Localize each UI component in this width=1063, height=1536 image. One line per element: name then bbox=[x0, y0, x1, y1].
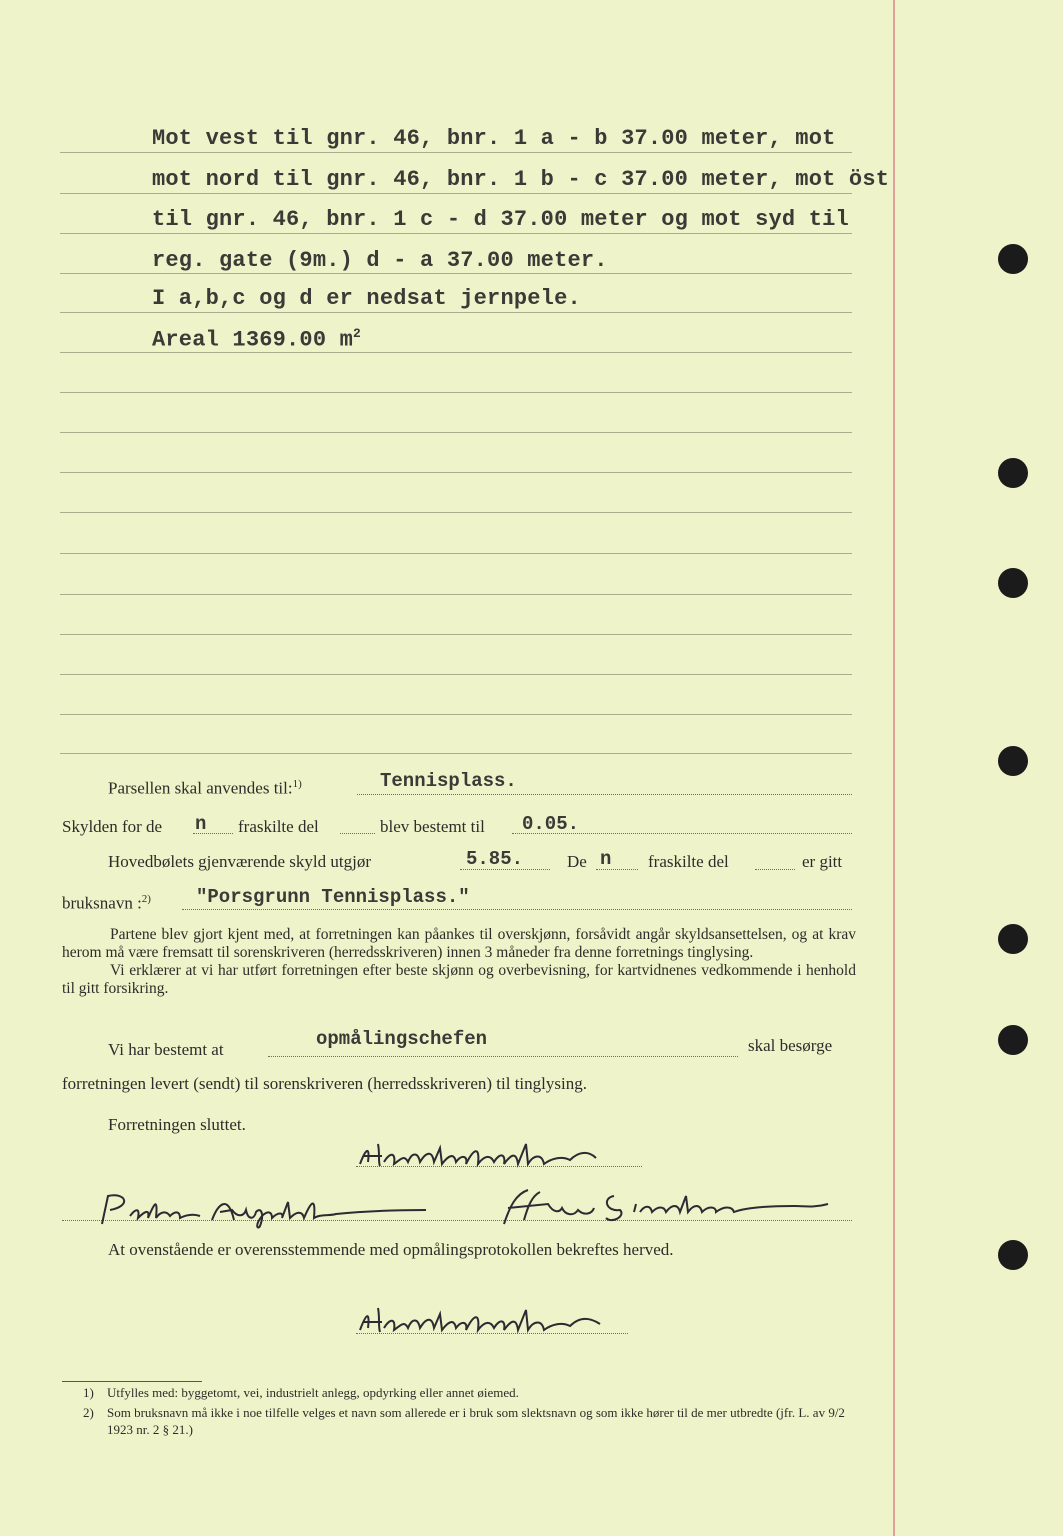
signature-scrawl bbox=[356, 1138, 606, 1172]
description-line: I a,b,c og d er nedsat jernpele. bbox=[152, 286, 581, 311]
ruled-line bbox=[60, 233, 852, 234]
closing-text: Forretningen sluttet. bbox=[108, 1115, 246, 1134]
punch-hole bbox=[998, 244, 1028, 274]
ruled-line bbox=[60, 273, 852, 274]
ruled-line bbox=[60, 594, 852, 595]
footnote-1 bbox=[83, 1384, 859, 1401]
punch-hole bbox=[998, 568, 1028, 598]
use-field-line bbox=[357, 794, 852, 795]
area-text: Areal 1369.00 m bbox=[152, 327, 354, 353]
ruled-line bbox=[60, 392, 852, 393]
footnote-rule bbox=[62, 1381, 202, 1382]
punch-hole bbox=[998, 458, 1028, 488]
delivery-line-2: forretningen levert (sendt) til sorenskriveren (herredsskriveren) til tinglysing. bbox=[62, 1074, 587, 1093]
remaining-label-3: fraskilte del bbox=[648, 852, 729, 871]
punch-hole bbox=[998, 1025, 1028, 1055]
footnote-2 bbox=[83, 1404, 859, 1438]
use-label bbox=[108, 778, 302, 799]
punch-hole bbox=[998, 1240, 1028, 1270]
signature-peder-augestad bbox=[96, 1190, 436, 1230]
remaining-label-4: er gitt bbox=[802, 852, 843, 871]
name-value: "Porsgrunn Tennisplass." bbox=[196, 886, 470, 908]
remaining-n: n bbox=[600, 848, 612, 870]
use-label-text: Parsellen skal anvendes til: bbox=[108, 778, 293, 798]
area-superscript: 2 bbox=[353, 326, 362, 341]
ruled-line bbox=[60, 674, 852, 675]
punch-hole bbox=[998, 746, 1028, 776]
ruled-line bbox=[60, 152, 852, 153]
tax-value: 0.05. bbox=[522, 813, 580, 835]
use-value: Tennisplass. bbox=[380, 770, 517, 792]
delivery-value: opmålingschefen bbox=[316, 1028, 488, 1050]
ruled-line bbox=[60, 193, 852, 194]
remaining-gap-line bbox=[755, 869, 795, 870]
remaining-value: 5.85. bbox=[466, 848, 524, 870]
tax-label-1: Skylden for de bbox=[62, 817, 163, 836]
ruled-line bbox=[60, 553, 852, 554]
tax-n: n bbox=[195, 813, 207, 835]
tax-n-line bbox=[193, 833, 233, 834]
delivery-label-2: skal besørge bbox=[748, 1036, 833, 1055]
declaration-text: Vi erklærer at vi har utført forretningen efter beste skjønn og overbevisning, for kartvidnenes vedkommende i henhold til gitt forsikring. bbox=[62, 962, 856, 997]
ruled-line bbox=[60, 634, 852, 635]
certification-signature-scrawl bbox=[356, 1300, 616, 1338]
footnote-2-text: Som bruksnavn må ikke i noe tilfelle velges et navn som allerede er i bruk som slektsnavn og som ikke hører til de mer utbredte (jfr. L. av 9/2 1923 nr. 2 § 21.) bbox=[107, 1405, 845, 1437]
description-line: Mot vest til gnr. 46, bnr. 1 a - b 37.00 meter, mot bbox=[152, 126, 836, 151]
appeal-paragraph bbox=[62, 926, 856, 998]
description-line: mot nord til gnr. 46, bnr. 1 b - c 37.00 meter, mot öst bbox=[152, 167, 890, 192]
name-label-text: bruksnavn : bbox=[62, 893, 142, 913]
ruled-line bbox=[60, 753, 852, 754]
footnote-1-mark: 1) bbox=[83, 1385, 94, 1400]
ruled-line bbox=[60, 432, 852, 433]
remaining-n-line bbox=[596, 869, 638, 870]
ruled-line bbox=[60, 312, 852, 313]
certification-text: At ovenstående er overensstemmende med opmålingsprotokollen bekreftes herved. bbox=[108, 1240, 674, 1259]
name-field-line bbox=[182, 909, 852, 910]
margin-rule bbox=[893, 0, 895, 1536]
appeal-text: Partene blev gjort kjent med, at forretningen kan påankes til overskjønn, forsåvidt angår skyldsansettelsen, og at krav herom må være fremsatt til sorenskriveren (herredsskriveren) innen 3 måneder fra denne forretnings tinglysing. bbox=[62, 926, 856, 961]
remaining-label: Hovedbølets gjenværende skyld utgjør bbox=[108, 852, 371, 871]
description-line: reg. gate (9m.) d - a 37.00 meter. bbox=[152, 248, 608, 273]
area-line bbox=[152, 326, 361, 352]
delivery-field-line bbox=[268, 1056, 738, 1057]
punch-hole bbox=[998, 924, 1028, 954]
signature-hans-sivertsen bbox=[494, 1186, 834, 1230]
ruled-line bbox=[60, 512, 852, 513]
tax-label-2: fraskilte del bbox=[238, 817, 319, 836]
ruled-line bbox=[60, 714, 852, 715]
footnote-1-text: Utfylles med: byggetomt, vei, industrielt anlegg, opdyrking eller annet øiemed. bbox=[107, 1385, 519, 1400]
ruled-line bbox=[60, 472, 852, 473]
delivery-label-1: Vi har bestemt at bbox=[108, 1040, 224, 1059]
name-note: 2) bbox=[141, 893, 151, 905]
remaining-label-2: De bbox=[567, 852, 587, 871]
tax-gap-line bbox=[340, 833, 375, 834]
use-note: 1) bbox=[292, 778, 302, 790]
tax-label-3: blev bestemt til bbox=[380, 817, 485, 836]
name-label bbox=[62, 893, 151, 914]
description-line: til gnr. 46, bnr. 1 c - d 37.00 meter og mot syd til bbox=[152, 207, 849, 232]
footnote-2-mark: 2) bbox=[83, 1405, 94, 1420]
